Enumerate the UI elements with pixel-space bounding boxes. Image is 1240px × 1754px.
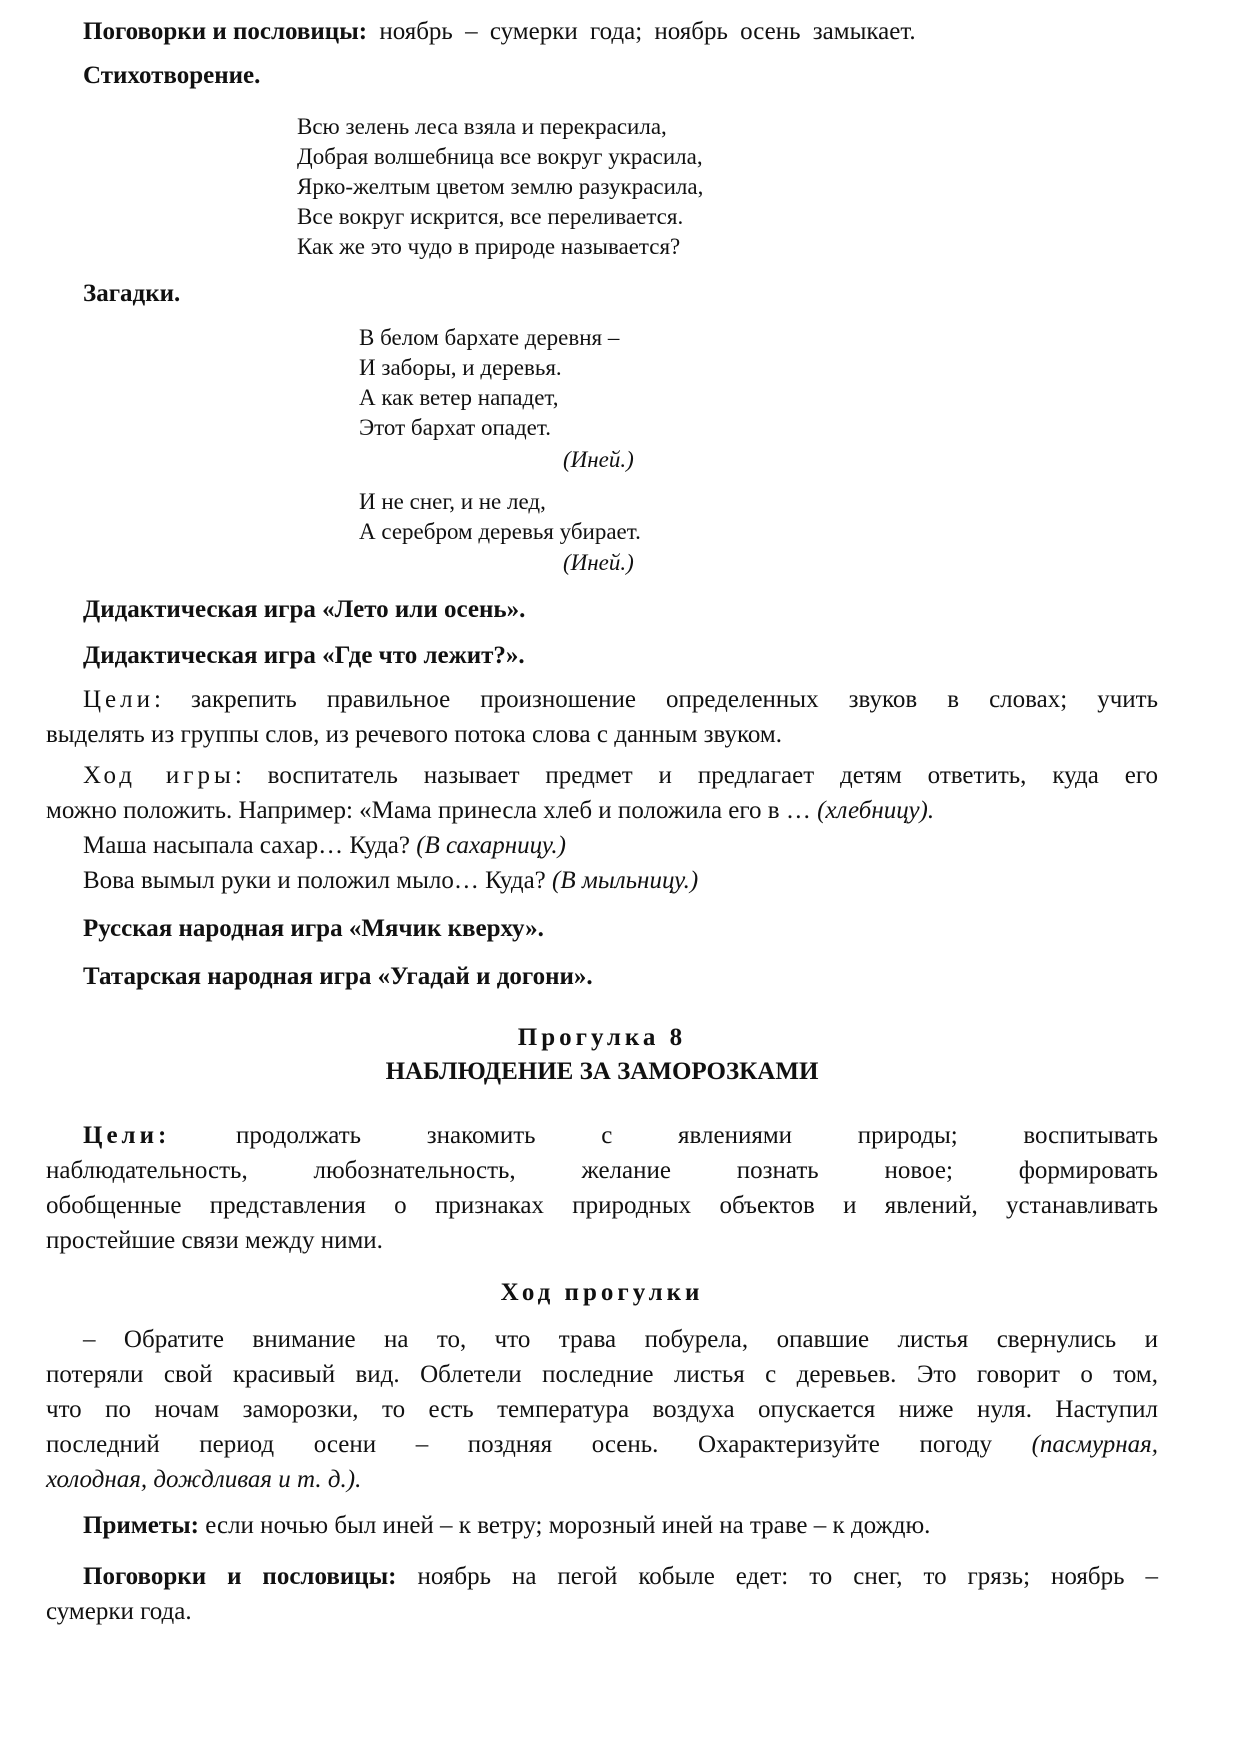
- poem-line: Как же это чудо в природе называется?: [297, 234, 681, 259]
- example-1: Маша насыпала сахар… Куда? (В сахарницу.): [83, 832, 566, 859]
- poem-line: Все вокруг искрится, все переливается.: [297, 204, 684, 229]
- riddle-line: А серебром деревья убирает.: [359, 519, 641, 544]
- proverbs-paragraph-2: Поговорки и пословицы: ноябрь на пегой кобыле едет: то снег, то грязь; ноябрь – сумерки года.: [46, 1563, 1158, 1625]
- course-heading: Ход прогулки: [500, 1279, 704, 1306]
- signs-paragraph: Приметы: если ночью был иней – к ветру; морозный иней на траве – к дождю.: [83, 1512, 931, 1539]
- riddle-1: [359, 323, 619, 443]
- goals-paragraph-1: Цели: закрепить правильное произношение определенных звуков в словах; учить выделять из группы слов, из речевого потока слова с данным звуком.: [46, 686, 1158, 748]
- riddle-line: Этот бархат опадет.: [359, 415, 551, 440]
- riddle-2: [359, 487, 641, 547]
- goals-label: Цели: [83, 686, 155, 713]
- proverbs-top: [46, 14, 1158, 49]
- game-heading-1: Дидактическая игра «Лето или осень».: [83, 596, 526, 623]
- example-2: Вова вымыл руки и положил мыло… Куда? (В мыльницу.): [83, 867, 699, 894]
- riddle-1-answer: (Иней.): [563, 447, 634, 472]
- signs-label: Приметы:: [83, 1512, 200, 1539]
- proverbs-label-2: Поговорки и пословицы:: [83, 1563, 397, 1590]
- walk-number: Прогулка 8: [517, 1024, 687, 1051]
- goals-paragraph-2: Цели: продолжать знакомить с явлениями природы; воспитывать наблюдательность, любознательность, желание познать новое; формировать обобщенные представления о признаках природных объектов и явлений, устанавливать простейшие связи между ними.: [46, 1122, 1158, 1254]
- poem-line: Добрая волшебница все вокруг украсила,: [297, 144, 703, 169]
- riddle-line: А как ветер нападет,: [359, 385, 559, 410]
- goals-label-2: Цели:: [83, 1122, 171, 1149]
- course-paragraph-1: Ход игры: воспитатель называет предмет и предлагает детям ответить, куда его можно положить. Например: «Мама принесла хлеб и положила его в … (хлебницу). Маша насыпала сахар… Куда? (В сахарницу.) Вова вымыл руки и положил мыло… Куда? (В мыльницу.): [46, 758, 1158, 898]
- game-heading-4: Татарская народная игра «Угадай и догони».: [83, 963, 593, 990]
- riddle-line: И не снег, и не лед,: [359, 489, 546, 514]
- walk-title: НАБЛЮДЕНИЕ ЗА ЗАМОРОЗКАМИ: [385, 1058, 819, 1085]
- riddle-line: В белом бархате деревня –: [359, 325, 620, 350]
- course-label: Ход игры: [83, 762, 235, 789]
- riddle-line: И заборы, и деревья.: [359, 355, 562, 380]
- poem: [297, 112, 703, 262]
- game-heading-3: Русская народная игра «Мячик кверху».: [83, 915, 544, 942]
- riddles-heading: Загадки.: [83, 280, 181, 307]
- poem-heading: Стихотворение.: [83, 62, 261, 89]
- riddle-2-answer: (Иней.): [563, 550, 634, 575]
- poem-line: Всю зелень леса взяла и перекрасила,: [297, 114, 667, 139]
- game-heading-2: Дидактическая игра «Где что лежит?».: [83, 642, 525, 669]
- proverbs-label: Поговорки и пословицы:: [83, 18, 368, 45]
- course-paragraph-2: – Обратите внимание на то, что трава побурела, опавшие листья свернулись и потеряли свой красивый вид. Облетели последние листья с деревьев. Это говорит о том, что по ночам заморозки, то есть температура воздуха опускается ниже нуля. Наступил последний период осени – поздняя осень. Охарактеризуйте погоду (пасмурная, холодная, дождливая и т. д.).: [46, 1326, 1158, 1493]
- poem-line: Ярко-желтым цветом землю разукрасила,: [297, 174, 704, 199]
- proverbs-text: ноябрь – сумерки года; ноябрь осень замыкает.: [367, 18, 916, 45]
